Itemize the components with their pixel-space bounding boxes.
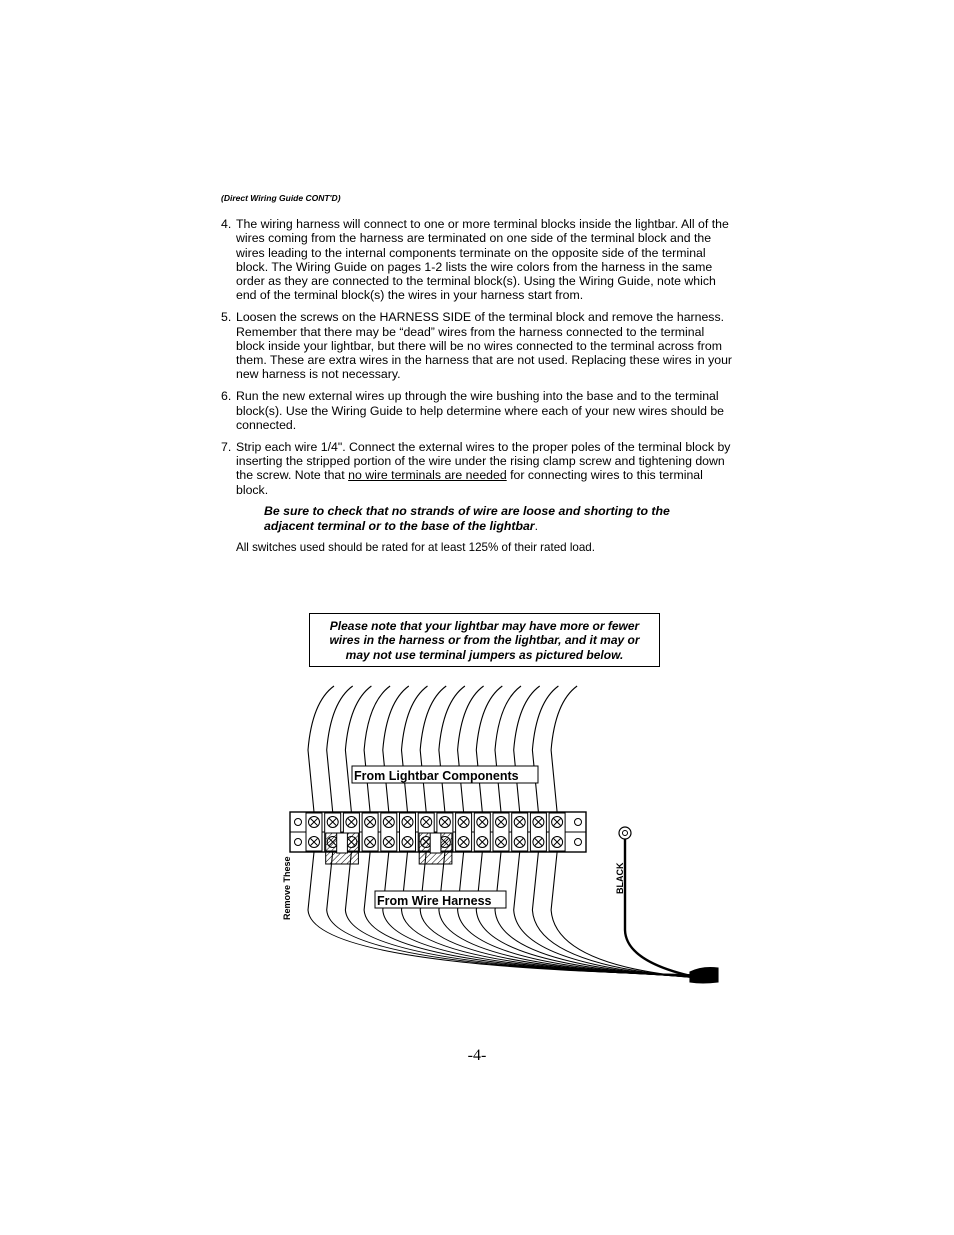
black-wire	[625, 839, 710, 980]
notice-line: may not use terminal jumpers as pictured below.	[345, 647, 624, 662]
shorting-warning	[264, 504, 714, 533]
step-text-before: Strip each wire 1/4". Connect the external wires to the proper poles of the terminal block by inserting the stripped portion of the wire under the rising clamp screw and tightening down the screw. Note that	[236, 439, 731, 483]
instruction-steps	[221, 217, 733, 504]
mounting-hole	[575, 839, 582, 846]
component-wire	[420, 686, 446, 812]
notice-box	[309, 613, 660, 667]
step-7	[221, 440, 733, 497]
step-number: 6.	[221, 389, 232, 404]
warning-period: .	[534, 518, 538, 533]
switch-rating-note: All switches used should be rated for at least 125% of their rated load.	[236, 541, 595, 554]
step-number: 7.	[221, 439, 232, 454]
component-wire	[551, 686, 577, 812]
step-4	[221, 217, 733, 303]
mounting-hole	[295, 819, 302, 826]
harness-wire	[495, 852, 710, 978]
ring-terminal	[619, 827, 631, 839]
terminal-block-wiring-diagram	[270, 680, 730, 1000]
section-note: (Direct Wiring Guide CONT'D)	[221, 193, 341, 203]
harness-wire	[514, 852, 710, 978]
step-text: Run the new external wires up through the wire bushing into the base and to the terminal block(s). Use the Wiring Guide to help determine where each of your new wires should be connected.	[236, 389, 725, 432]
step-6	[221, 389, 733, 432]
harness-wire	[420, 852, 710, 977]
harness-wire	[327, 852, 710, 975]
component-wire	[476, 686, 502, 812]
step-number: 5.	[221, 310, 232, 325]
label-from-wire-harness: From Wire Harness	[377, 894, 492, 908]
jumper-gap	[430, 833, 441, 853]
step-text-underlined: no wire terminals are needed	[348, 468, 507, 483]
label-remove-these: Remove These	[282, 856, 292, 920]
step-text-after: for connecting wires to this terminal block.	[236, 468, 703, 497]
mounting-hole	[295, 839, 302, 846]
warning-text: Be sure to check that no strands of wire are loose and shorting to the adjacent terminal or to the base of the lightbar	[264, 504, 670, 533]
component-wire	[532, 686, 558, 812]
label-from-lightbar-components: From Lightbar Components	[354, 769, 519, 783]
component-wires	[308, 686, 577, 812]
component-wire	[458, 686, 484, 812]
jumper-gap	[337, 833, 348, 853]
step-5	[221, 310, 733, 381]
harness-wire	[383, 852, 710, 976]
component-wire	[345, 686, 371, 812]
harness-wire	[364, 852, 710, 976]
step-number: 4.	[221, 217, 232, 231]
component-wire	[495, 686, 521, 812]
bundle-wrap	[690, 968, 718, 984]
mounting-hole	[575, 819, 582, 826]
component-wire	[364, 686, 390, 812]
step-text: The wiring harness will connect to one or more terminal blocks inside the lightbar. All of the wires coming from the harness are terminated on one side of the terminal block and the wires leading to the internal components terminate on the opposite side of the terminal block. The Wiring Guide on pages 1-2 lists the wire colors from the harness in the same order as they are connected to the terminal block(s). Using the Wiring Guide, note which end of the terminal block(s) the wires in your harness start from.	[236, 217, 729, 303]
notice-line: wires in the harness or from the lightbar, and it may or	[329, 633, 640, 648]
page-number: -4-	[467, 1047, 487, 1064]
component-wire	[402, 686, 428, 812]
component-wire	[308, 686, 334, 812]
component-wire	[383, 686, 409, 812]
step-text: Loosen the screws on the HARNESS SIDE of the terminal block and remove the harness. Remember that there may be “dead” wires from the harness connected to the terminal block inside your lightbar, but there will be no wires connected to the terminal across from them. These are extra wires in the harness that are not used. Replacing these wires in your new harness is not necessary.	[236, 310, 733, 382]
label-black: BLACK	[615, 862, 625, 894]
terminal-block	[290, 812, 586, 864]
notice-line: Please note that your lightbar may have more or fewer	[329, 618, 640, 633]
component-wire	[514, 686, 540, 812]
component-wire	[439, 686, 465, 812]
component-wire	[327, 686, 353, 812]
